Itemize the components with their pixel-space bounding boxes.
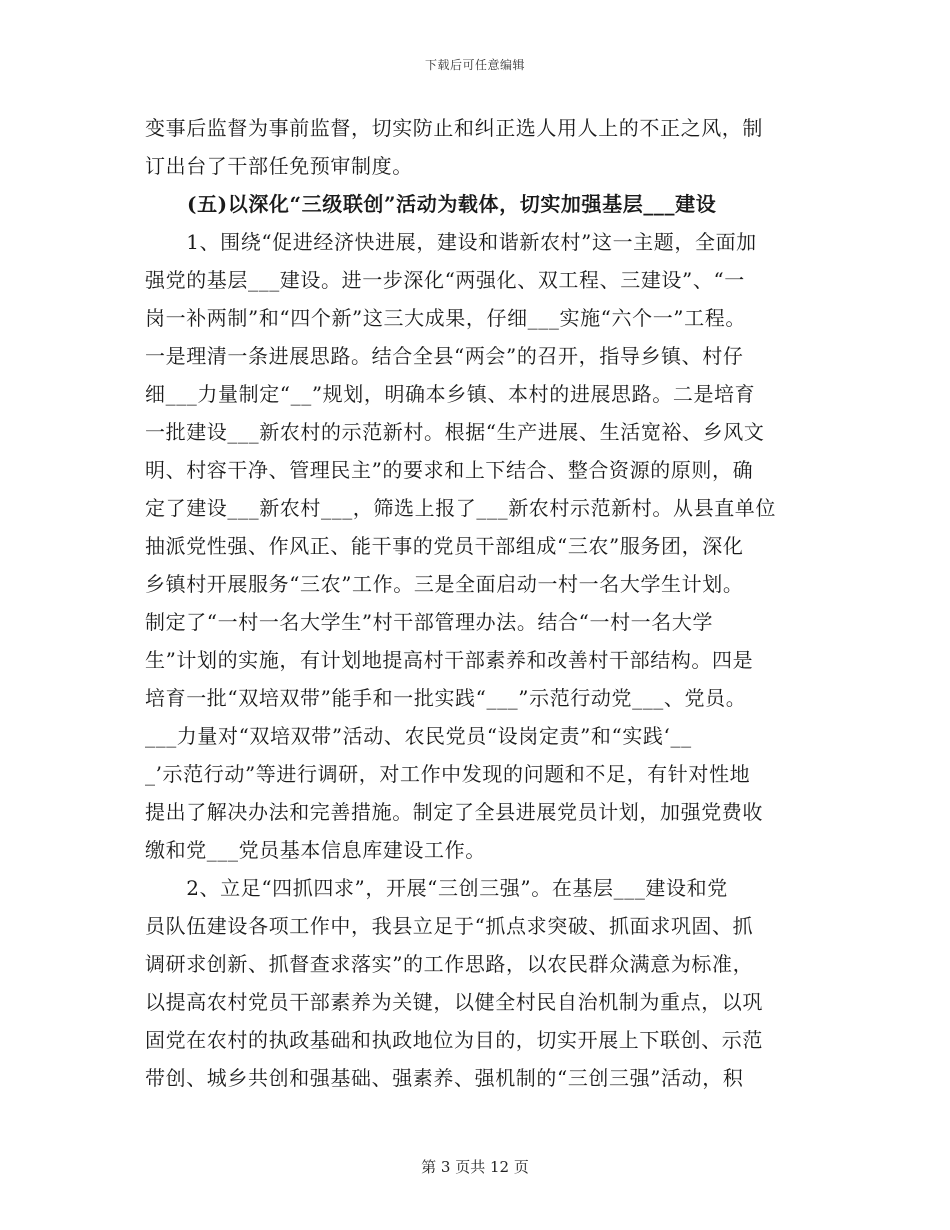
text-line: 培育一批“双培双带”能手和一批实践“___”示范行动党___、党员。 xyxy=(145,686,747,710)
section-heading: (五)以深化“三级联创”活动为载体，切实加强基层___建设 xyxy=(187,192,717,216)
document-body xyxy=(145,113,815,1101)
text-line: 订出台了干部任免预审制度。 xyxy=(145,154,413,178)
text-line: 强党的基层___建设。进一步深化“两强化、双工程、三建设”、“一 xyxy=(145,268,745,292)
text-line: _’示范行动”等进行调研，对工作中发现的问题和不足，有针对性地 xyxy=(145,762,751,786)
text-line: ___力量对“双培双带”活动、农民党员“设岗定责”和“实践‘__ xyxy=(145,724,692,748)
page-header: 下载后可任意编辑 xyxy=(424,58,525,72)
text-line: 一批建设___新农村的示范新村。根据“生产进展、生活宽裕、乡风文 xyxy=(145,420,765,444)
text-line: 乡镇村开展服务“三农”工作。三是全面启动一村一名大学生计划。 xyxy=(145,572,744,596)
text-line: 一是理清一条进展思路。结合全县“两会”的召开，指导乡镇、村仔 xyxy=(145,344,744,368)
text-line: 1、围绕“促进经济快进展，建设和谐新农村”这一主题，全面加 xyxy=(145,230,757,254)
text-line: 2、立足“四抓四求”，开展“三创三强”。在基层___建设和党 xyxy=(145,876,728,900)
text-line: 变事后监督为事前监督，切实防止和纠正选人用人上的不正之风，制 xyxy=(145,116,763,140)
text-line: 员队伍建设各项工作中，我县立足于“抓点求突破、抓面求巩固、抓 xyxy=(145,914,754,938)
text-line: 明、村容干净、管理民主”的要求和上下结合、整合资源的原则，确 xyxy=(145,458,754,482)
page-footer: 第 3 页共 12 页 xyxy=(421,1158,529,1176)
text-line: 调研求创新、抓督查求落实”的工作思路，以农民群众满意为标准， xyxy=(145,952,754,976)
text-line: 岗一补两制”和“四个新”这三大成果，仔细___实施“六个一”工程。 xyxy=(145,306,746,330)
text-line: 缴和党___党员基本信息库建设工作。 xyxy=(145,838,486,862)
text-line: 固党在农村的执政基础和执政地位为目的，切实开展上下联创、示范 xyxy=(145,1028,763,1052)
text-line: 定了建设___新农村___，筛选上报了___新农村示范新村。从县直单位 xyxy=(145,496,776,520)
text-line: 细___力量制定“__”规划，明确本乡镇、本村的进展思路。二是培育 xyxy=(145,382,756,406)
text-line: 制定了“一村一名大学生”村干部管理办法。结合“一村一名大学 xyxy=(145,610,714,634)
text-line: 带创、城乡共创和强基础、强素养、强机制的“三创三强”活动，积 xyxy=(145,1066,744,1090)
text-line: 以提高农村党员干部素养为关键，以健全村民自治机制为重点，以巩 xyxy=(145,990,763,1014)
text-line: 抽派党性强、作风正、能干事的党员干部组成“三农”服务团，深化 xyxy=(145,534,744,558)
text-line: 提出了解决办法和完善措施。制定了全县进展党员计划，加强党费收 xyxy=(145,800,763,824)
text-line: 生”计划的实施，有计划地提高村干部素养和改善村干部结构。四是 xyxy=(145,648,754,672)
